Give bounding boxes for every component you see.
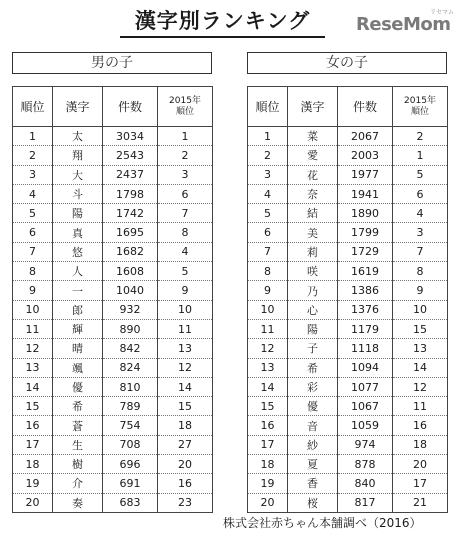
- kanji-cell: 一: [53, 281, 103, 300]
- prev-rank-cell: 6: [158, 184, 213, 203]
- rank-cell: 9: [13, 281, 53, 300]
- rank-cell: 20: [248, 493, 288, 512]
- count-cell: 1941: [338, 184, 393, 203]
- boys-table-body: [13, 127, 213, 513]
- prev-rank-cell: 9: [158, 281, 213, 300]
- rank-cell: 3: [13, 165, 53, 184]
- kanji-cell: 香: [288, 474, 338, 493]
- count-cell: 1977: [338, 165, 393, 184]
- rank-cell: 14: [248, 377, 288, 396]
- count-cell: 754: [103, 416, 158, 435]
- kanji-cell: 真: [53, 223, 103, 242]
- prev-rank-cell: 14: [393, 358, 448, 377]
- kanji-cell: 乃: [288, 281, 338, 300]
- table-row: [13, 339, 213, 358]
- count-cell: 1040: [103, 281, 158, 300]
- brand-logo-text: ReseMom: [356, 14, 451, 35]
- count-cell: 878: [338, 455, 393, 474]
- rank-cell: 5: [248, 204, 288, 223]
- girls-label: 女の子: [247, 52, 447, 74]
- prev-rank-label: 順位: [410, 106, 429, 117]
- prev-rank-cell: 23: [158, 493, 213, 512]
- prev-rank-cell: 20: [393, 455, 448, 474]
- table-row: [248, 184, 448, 203]
- count-cell: 1376: [338, 300, 393, 319]
- kanji-cell: 斗: [53, 184, 103, 203]
- kanji-cell: 生: [53, 435, 103, 454]
- rank-cell: 8: [13, 262, 53, 281]
- rank-cell: 6: [248, 223, 288, 242]
- count-cell: 683: [103, 493, 158, 512]
- boys-panel: [12, 52, 213, 513]
- rank-cell: 3: [248, 165, 288, 184]
- table-header-row: [13, 87, 213, 127]
- rank-cell: 7: [13, 242, 53, 261]
- prev-rank-cell: 12: [393, 377, 448, 396]
- boys-label: 男の子: [12, 52, 212, 74]
- prev-year-label: 2015年: [169, 95, 201, 106]
- kanji-cell: 晴: [53, 339, 103, 358]
- table-row: [248, 146, 448, 165]
- prev-rank-cell: 8: [393, 262, 448, 281]
- rank-cell: 10: [248, 300, 288, 319]
- table-row: [13, 223, 213, 242]
- table-row: [248, 281, 448, 300]
- prev-rank-cell: 5: [393, 165, 448, 184]
- rank-cell: 17: [13, 435, 53, 454]
- prev-rank-cell: 2: [158, 146, 213, 165]
- table-row: [13, 204, 213, 223]
- kanji-cell: 花: [288, 165, 338, 184]
- prev-rank-cell: 20: [158, 455, 213, 474]
- count-cell: 1619: [338, 262, 393, 281]
- rank-cell: 4: [13, 184, 53, 203]
- count-cell: 974: [338, 435, 393, 454]
- count-cell: 2003: [338, 146, 393, 165]
- count-header: 件数: [103, 87, 158, 127]
- table-row: [13, 146, 213, 165]
- rank-cell: 13: [248, 358, 288, 377]
- prev-rank-cell: 14: [158, 377, 213, 396]
- count-cell: 1094: [338, 358, 393, 377]
- kanji-cell: 愛: [288, 146, 338, 165]
- kanji-cell: 介: [53, 474, 103, 493]
- kanji-header: 漢字: [53, 87, 103, 127]
- count-cell: 1118: [338, 339, 393, 358]
- brand-logo-sub: リセマム: [430, 9, 454, 16]
- prev-rank-cell: 15: [393, 319, 448, 338]
- table-row: [13, 127, 213, 146]
- kanji-cell: 樹: [53, 455, 103, 474]
- count-cell: 817: [338, 493, 393, 512]
- count-cell: 842: [103, 339, 158, 358]
- table-header-row: [248, 87, 448, 127]
- table-row: [248, 300, 448, 319]
- prev-rank-cell: 13: [393, 339, 448, 358]
- page-title: 漢字別ランキング: [120, 6, 325, 38]
- table-row: [13, 493, 213, 512]
- count-cell: 3034: [103, 127, 158, 146]
- prev-rank-cell: 2: [393, 127, 448, 146]
- table-row: [13, 455, 213, 474]
- prev-rank-cell: 11: [393, 397, 448, 416]
- rank-cell: 19: [248, 474, 288, 493]
- prev-rank-cell: 12: [158, 358, 213, 377]
- rank-cell: 12: [13, 339, 53, 358]
- kanji-cell: 莉: [288, 242, 338, 261]
- count-header: 件数: [338, 87, 393, 127]
- prev-rank-cell: 8: [158, 223, 213, 242]
- prev-rank-cell: 6: [393, 184, 448, 203]
- count-cell: 824: [103, 358, 158, 377]
- kanji-cell: 陽: [53, 204, 103, 223]
- prev-rank-header: [393, 87, 448, 127]
- count-cell: 1608: [103, 262, 158, 281]
- count-cell: 1059: [338, 416, 393, 435]
- prev-rank-cell: 3: [393, 223, 448, 242]
- kanji-cell: 奈: [288, 184, 338, 203]
- count-cell: 696: [103, 455, 158, 474]
- count-cell: 810: [103, 377, 158, 396]
- kanji-cell: 蒼: [53, 416, 103, 435]
- kanji-cell: 希: [288, 358, 338, 377]
- source-note: 株式会社赤ちゃん本舗調べ（2016）: [223, 516, 422, 530]
- rank-cell: 4: [248, 184, 288, 203]
- count-cell: 840: [338, 474, 393, 493]
- rank-cell: 19: [13, 474, 53, 493]
- prev-year-label: 2015年: [404, 95, 436, 106]
- prev-rank-header: [158, 87, 213, 127]
- count-cell: 1077: [338, 377, 393, 396]
- table-row: [248, 474, 448, 493]
- count-cell: 1799: [338, 223, 393, 242]
- count-cell: 691: [103, 474, 158, 493]
- rank-cell: 11: [13, 319, 53, 338]
- prev-rank-cell: 18: [393, 435, 448, 454]
- girls-ranking-table: [247, 86, 448, 513]
- rank-cell: 2: [248, 146, 288, 165]
- prev-rank-cell: 7: [158, 204, 213, 223]
- table-row: [13, 416, 213, 435]
- kanji-cell: 太: [53, 127, 103, 146]
- prev-rank-cell: 10: [158, 300, 213, 319]
- rank-cell: 8: [248, 262, 288, 281]
- rank-cell: 14: [13, 377, 53, 396]
- prev-rank-cell: 3: [158, 165, 213, 184]
- count-cell: 1179: [338, 319, 393, 338]
- table-row: [13, 281, 213, 300]
- table-row: [248, 127, 448, 146]
- kanji-cell: 子: [288, 339, 338, 358]
- rank-cell: 1: [13, 127, 53, 146]
- table-row: [248, 435, 448, 454]
- kanji-cell: 優: [288, 397, 338, 416]
- rank-cell: 5: [13, 204, 53, 223]
- kanji-cell: 颯: [53, 358, 103, 377]
- prev-rank-cell: 18: [158, 416, 213, 435]
- prev-rank-cell: 21: [393, 493, 448, 512]
- rank-header: 順位: [13, 87, 53, 127]
- kanji-cell: 翔: [53, 146, 103, 165]
- girls-table-body: [248, 127, 448, 513]
- table-row: [248, 416, 448, 435]
- prev-rank-cell: 27: [158, 435, 213, 454]
- table-row: [248, 165, 448, 184]
- rank-cell: 17: [248, 435, 288, 454]
- girls-panel: [247, 52, 448, 513]
- kanji-cell: 輝: [53, 319, 103, 338]
- rank-cell: 10: [13, 300, 53, 319]
- table-row: [13, 435, 213, 454]
- table-row: [13, 358, 213, 377]
- brand-logo: [356, 9, 456, 37]
- table-row: [13, 300, 213, 319]
- table-row: [248, 358, 448, 377]
- prev-rank-cell: 16: [393, 416, 448, 435]
- kanji-cell: 人: [53, 262, 103, 281]
- table-row: [13, 397, 213, 416]
- prev-rank-cell: 4: [393, 204, 448, 223]
- prev-rank-cell: 13: [158, 339, 213, 358]
- kanji-cell: 優: [53, 377, 103, 396]
- prev-rank-cell: 5: [158, 262, 213, 281]
- prev-rank-cell: 1: [393, 146, 448, 165]
- rank-cell: 11: [248, 319, 288, 338]
- rank-cell: 15: [248, 397, 288, 416]
- kanji-cell: 菜: [288, 127, 338, 146]
- rank-cell: 13: [13, 358, 53, 377]
- count-cell: 1682: [103, 242, 158, 261]
- kanji-cell: 桜: [288, 493, 338, 512]
- table-row: [13, 165, 213, 184]
- table-row: [248, 223, 448, 242]
- rank-cell: 16: [248, 416, 288, 435]
- kanji-cell: 陽: [288, 319, 338, 338]
- rank-cell: 2: [13, 146, 53, 165]
- table-row: [13, 262, 213, 281]
- kanji-cell: 咲: [288, 262, 338, 281]
- count-cell: 2543: [103, 146, 158, 165]
- rank-cell: 16: [13, 416, 53, 435]
- rank-cell: 18: [248, 455, 288, 474]
- count-cell: 789: [103, 397, 158, 416]
- count-cell: 2437: [103, 165, 158, 184]
- table-row: [13, 319, 213, 338]
- count-cell: 890: [103, 319, 158, 338]
- rank-cell: 9: [248, 281, 288, 300]
- count-cell: 708: [103, 435, 158, 454]
- prev-rank-cell: 11: [158, 319, 213, 338]
- rank-cell: 15: [13, 397, 53, 416]
- prev-rank-cell: 4: [158, 242, 213, 261]
- kanji-cell: 悠: [53, 242, 103, 261]
- rank-cell: 12: [248, 339, 288, 358]
- kanji-cell: 夏: [288, 455, 338, 474]
- prev-rank-cell: 7: [393, 242, 448, 261]
- table-row: [248, 262, 448, 281]
- rank-cell: 6: [13, 223, 53, 242]
- prev-rank-cell: 9: [393, 281, 448, 300]
- prev-rank-cell: 16: [158, 474, 213, 493]
- table-row: [248, 319, 448, 338]
- rank-header: 順位: [248, 87, 288, 127]
- boys-ranking-table: [12, 86, 213, 513]
- rank-cell: 7: [248, 242, 288, 261]
- table-row: [248, 493, 448, 512]
- kanji-header: 漢字: [288, 87, 338, 127]
- kanji-cell: 美: [288, 223, 338, 242]
- count-cell: 1695: [103, 223, 158, 242]
- table-row: [248, 397, 448, 416]
- kanji-cell: 大: [53, 165, 103, 184]
- count-cell: 1742: [103, 204, 158, 223]
- prev-rank-cell: 17: [393, 474, 448, 493]
- kanji-cell: 彩: [288, 377, 338, 396]
- table-row: [13, 242, 213, 261]
- table-row: [13, 474, 213, 493]
- count-cell: 1729: [338, 242, 393, 261]
- table-row: [248, 242, 448, 261]
- table-row: [248, 377, 448, 396]
- prev-rank-cell: 10: [393, 300, 448, 319]
- prev-rank-label: 順位: [175, 106, 194, 117]
- table-row: [248, 455, 448, 474]
- kanji-cell: 希: [53, 397, 103, 416]
- prev-rank-cell: 15: [158, 397, 213, 416]
- rank-cell: 18: [13, 455, 53, 474]
- count-cell: 2067: [338, 127, 393, 146]
- count-cell: 1067: [338, 397, 393, 416]
- rank-cell: 1: [248, 127, 288, 146]
- count-cell: 1890: [338, 204, 393, 223]
- kanji-cell: 音: [288, 416, 338, 435]
- kanji-cell: 結: [288, 204, 338, 223]
- table-row: [248, 204, 448, 223]
- count-cell: 1798: [103, 184, 158, 203]
- rank-cell: 20: [13, 493, 53, 512]
- table-row: [13, 377, 213, 396]
- kanji-cell: 郎: [53, 300, 103, 319]
- count-cell: 932: [103, 300, 158, 319]
- kanji-cell: 奏: [53, 493, 103, 512]
- table-row: [13, 184, 213, 203]
- table-row: [248, 339, 448, 358]
- kanji-cell: 心: [288, 300, 338, 319]
- count-cell: 1386: [338, 281, 393, 300]
- prev-rank-cell: 1: [158, 127, 213, 146]
- kanji-cell: 紗: [288, 435, 338, 454]
